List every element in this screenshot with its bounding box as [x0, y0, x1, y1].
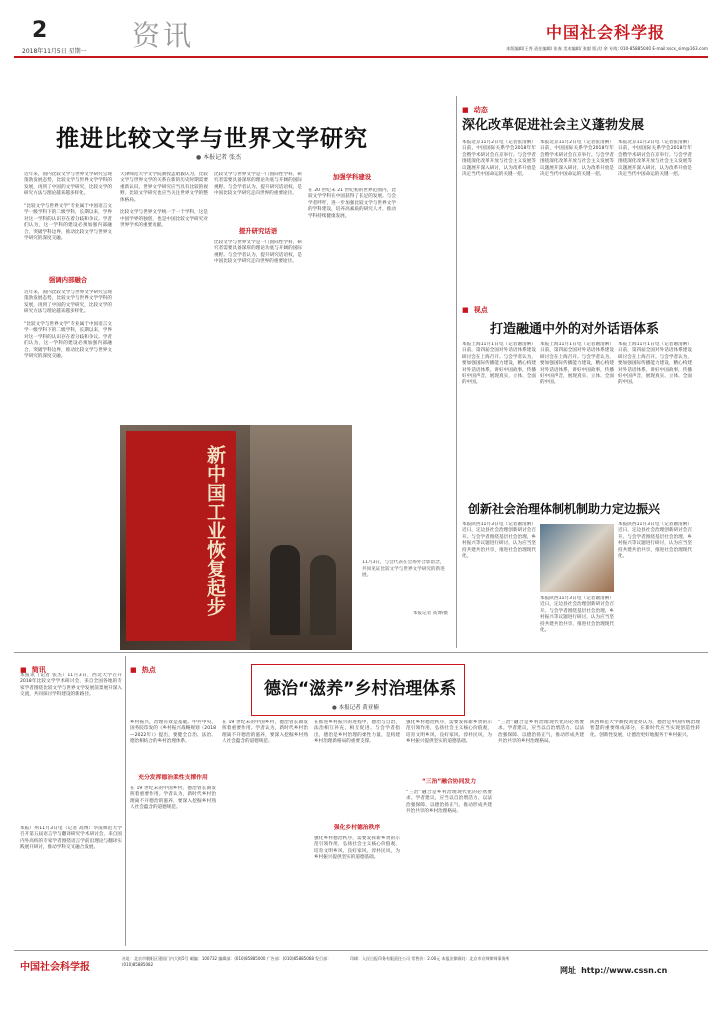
right-top-body-2: 本报北京11月2日电（记者张清俐）日前，中国国际关系学会2018年年会暨学术研讨会在京举行。与会学者围绕深化改革开放与社会主义发展等议题展开深入研讨，认为改革开放是决定当代中国命运的关键一招。: [540, 140, 614, 178]
lower-byline: [332, 703, 379, 711]
viewpoint-tag: 视点: [473, 306, 488, 314]
brief-divider: [125, 656, 126, 946]
lower-col6: 陕西师范大学教授刘金亮认为，德治是中国传统治理智慧的重要组成部分，在新时代应当实现创造性转化、创新性发展，让德治更好地服务于乡村振兴。: [590, 720, 700, 738]
right-bottom-photo: [540, 524, 614, 592]
lower-subhead-2: 强化乡村德治秩序: [333, 825, 381, 831]
right-mid-headline: 打造融通中外的对外话语体系: [490, 322, 660, 337]
lower-subhead-1: 充分发挥德治柔性支撑作用: [138, 775, 208, 781]
viewpoint-tag-icon: ■: [462, 306, 469, 314]
brief-item-1: 本报讯（记者 张杰）11月3日，西北大学召开2018年比较文学学术研讨会，来自全国各地的专家学者围绕比较文学与世界文学发展前景展开深入交流，共同探讨学科建设的新路径。: [20, 673, 122, 698]
right-mid-body-2: 本报上海11月1日电（记者谢清俐）日前，第四届全国对外话语体系建设研讨会在上海召开。与会学者认为，要加强国际传播能力建设，精心构建对外话语体系，讲好中国故事，传播好中国声音，展现真实、立体、全面的中国。: [540, 342, 614, 386]
lower-col3: 在推进乡村振兴的进程中，德治与自治、法治相互补充、相互促进。与会学者指出，德治是乡村治理的柔性力量，是构建乡村治理新格局的重要支撑。: [314, 720, 400, 745]
main-body-col1: 近年来，国内比较文学与世界文学研究呈现蓬勃发展态势，比较文学与世界文学学科的发展，再到了中国的文学研究，比较文学的研究方法与理论越来越多样化。 “比较文学与世界文学”专业属于中国语言文学一级学科下的二级学科，长期以来，学界对这一学科的认识存在着分歧和争议。学者们认为，这一学科的建设必须加强内部融合，突破学科边界，推动比较文学与世界文学研究的深度交融。: [24, 172, 112, 242]
photo-wall: [250, 425, 352, 650]
editor-line: 本版编辑/王秀 责任编辑/ 张春 美术编辑/ 张毅 版式/ 余 专线: 010-85885040 E-mail:sscx_sim@163.com: [506, 46, 708, 51]
byline-text: 本报记者 张杰: [203, 154, 242, 161]
photo-exhibit-sign: [126, 431, 236, 641]
footer-url-label: 网址: [560, 966, 576, 975]
footer-url-block: [560, 958, 667, 977]
column-divider: [456, 96, 457, 648]
photo-figure: [310, 555, 336, 635]
right-bottom-body-3: 本报陕西11月3日电（记者谢清俐）近日，定边县社会治理创新研讨会召开。与会学者围绕基层社会治理、乡村振兴等议题进行研讨，认为应当坚持共建共治共享，推进社会治理现代化。: [618, 522, 692, 560]
lower-byline-icon: ●: [332, 705, 337, 711]
issue-date: 2018年11月5日 星期一: [22, 48, 87, 55]
brief-item-2: 本报广州11月3日电（记者 高博）华南师范大学召开第五届语言学与翻译研究学术研讨会，来自国内外高校的专家学者围绕语言学前沿理论与翻译实践展开研讨，推动学科交叉融合发展。: [20, 826, 122, 851]
lower-col5: “三治”融合是乡村治理现代化的必然要求。学者建议，应当以自治增活力、以法治强保障、以德治扬正气，推动形成共建共治共享的乡村治理格局。: [498, 720, 584, 745]
lower-col4: 强化乡村德治秩序，需要发挥新乡贤的示范引领作用，弘扬社会主义核心价值观，培育文明乡风、良好家风、淳朴民风，为乡村振兴提供坚实的道德基础。: [406, 720, 492, 745]
lower-headline: 德治“滋养”乡村治理体系: [264, 679, 457, 699]
photo-sign-text: 新中国工业恢复起步: [204, 445, 226, 616]
brief-tag-icon: ■: [20, 666, 27, 674]
hot-tag: [130, 657, 156, 676]
main-body-col1b: 近年来，国内比较文学与世界文学研究呈现蓬勃发展态势，比较文学与世界文学学科的发展，再到了中国的文学研究，比较文学的研究方法与理论越来越多样化。 “比较文学与世界文学”专业属于中国语言文学一级学科下的二级学科，长期以来，学界对这一学科的认识存在着分歧和争议。学者们认为，这一学科的建设必须加强内部融合，突破学科边界，推动比较文学与世界文学研究的深度交融。: [24, 290, 112, 360]
main-subhead-2: 提升研究话语: [238, 227, 278, 235]
right-top-body-3: 本报北京11月2日电（记者张清俐）日前，中国国际关系学会2018年年会暨学术研讨会在京举行。与会学者围绕深化改革开放与社会主义发展等议题展开深入研讨，认为改革开放是决定当代中国命运的关键一招。: [618, 140, 692, 178]
lower-headline-box: [251, 664, 465, 716]
right-top-headline: 深化改革促进社会主义蓬勃发展: [462, 118, 645, 133]
main-headline: 推进比较文学与世界文学研究: [56, 126, 368, 152]
right-bottom-body-1: 本报陕西11月3日电（记者谢清俐）近日，定边县社会治理创新研讨会召开。与会学者围绕基层社会治理、乡村振兴等议题进行研讨，认为应当坚持共建共治共享，推进社会治理现代化。: [462, 522, 536, 560]
footer-logo: 中国社会科学报: [20, 962, 90, 973]
dynamic-tag: 动态: [473, 106, 488, 114]
photo-credit: 本报记者 高博/摄: [412, 611, 448, 616]
section-title: 资讯: [132, 19, 195, 52]
lower-col1: 乡村振兴，治理有效是基础。中共中央、国务院印发的《乡村振兴战略规划（2018—2022年）》提出，要健全自治、法治、德治相结合的乡村治理体系。: [130, 720, 216, 745]
header-rule: [14, 56, 708, 58]
brief-tag-label: 简讯: [31, 666, 46, 674]
main-byline: [196, 152, 241, 161]
page-number: 2: [32, 18, 48, 43]
photo-figure: [270, 545, 300, 635]
main-body-col3b: 比较文学与世界文学是一门国际性学科，研究者需要具备深厚的理论功底与开阔的国际视野。与会学者认为，提升研究话语权，是中国比较文学研究走向世界的重要途径。: [214, 240, 302, 265]
main-subhead-3: 加强学科建设: [332, 173, 372, 181]
lower-byline-text: 本报记者 黄亚楠: [338, 705, 379, 711]
right-mid-body-3: 本报上海11月1日电（记者谢清俐）日前，第四届全国对外话语体系建设研讨会在上海召开。与会学者认为，要加强国际传播能力建设，精心构建对外话语体系，讲好中国故事，传播好中国声音，展现真实、立体、全面的中国。: [618, 342, 692, 386]
main-body-col3a: 比较文学与世界文学是一门国际性学科，研究者需要具备深厚的理论功底与开阔的国际视野。与会学者认为，提升研究话语权，是中国比较文学研究走向世界的重要途径。: [214, 172, 302, 197]
right-top-body-1: 本报北京11月2日电（记者张清俐）日前，中国国际关系学会2018年年会暨学术研讨会在京举行。与会学者围绕深化改革开放与社会主义发展等议题展开深入研讨，认为改革开放是决定当代中国命运的关键一招。: [462, 140, 536, 178]
byline-star-icon: ●: [196, 154, 202, 161]
lower-col3b: 强化乡村德治秩序，需要发挥新乡贤的示范引领作用，弘扬社会主义核心价值观，培育文明乡风、良好家风、淳朴民风，为乡村振兴提供坚实的道德基础。: [314, 836, 400, 861]
lower-col4b: “三治”融合是乡村治理现代化的必然要求。学者建议，应当以自治增活力、以法治强保障、以德治扬正气，推动形成共建共治共享的乡村治理格局。: [406, 790, 492, 815]
main-subhead-1: 强调内部融合: [48, 276, 88, 284]
hot-tag-label: 热点: [141, 666, 156, 674]
main-body-col4: 在 20 世纪末 21 世纪初的世界范围内，比较文学学科在中国获得了长足的发展。与会学者呼吁，进一步加强比较文学与世界文学的学科建设，培养高素质的研究人才，推动学科持续健康发展。: [308, 188, 396, 219]
right-bottom-body-2: 本报陕西11月3日电（记者谢清俐）近日，定边县社会治理创新研讨会召开。与会学者围绕基层社会治理、乡村振兴等议题进行研讨，认为应当坚持共建共治共享，推进社会治理现代化。: [540, 596, 614, 634]
hot-tag-icon: ■: [130, 666, 137, 674]
footer-print-info: 印刷：人民日报印务有限责任公司 零售价：2.00元 本报法律顾问：北京市京师律师事务所: [350, 956, 510, 961]
main-photo: [120, 425, 352, 650]
right-bottom-headline: 创新社会治理体制机制助力定边振兴: [468, 502, 661, 516]
footer-url[interactable]: http://www.cssn.cn: [581, 966, 668, 975]
lower-col1b: 在 19 世纪末的中国乡村，德治曾长期发挥着重要作用。学者认为，新时代乡村治理离不开德治的滋养，要深入挖掘乡村熟人社会蕴含的道德规范。: [130, 786, 216, 811]
lower-rule: [14, 652, 708, 653]
footer-rule: [14, 950, 708, 951]
footer-office-info: 社址：北京市朝阳区建国门内大街5号 邮编：100732 编辑部：(010)85885000 广告部：(010)85885068 发行部：(010)85885082: [122, 956, 332, 967]
dynamic-tag-icon: ■: [462, 106, 469, 114]
right-mid-tag: [462, 297, 488, 316]
main-body-col2: 天津师范大学文学院教授孟昭毅认为，比较文学与世界文学的关系在新的历史时期需要重新认识，世界文学研究应当具有比较的视野，比较文学研究也应当关注世界文学的整体格局。 比较文学与世界文学统一于一个学科，这是中国学界的独创，也是中国比较文学研究对世界学术的重要贡献。: [120, 172, 208, 229]
right-mid-body-1: 本报上海11月1日电（记者谢清俐）日前，第四届全国对外话语体系建设研讨会在上海召开。与会学者认为，要加强国际传播能力建设，精心构建对外话语体系，讲好中国故事，传播好中国声音，展现真实、立体、全面的中国。: [462, 342, 536, 386]
page-header: [14, 14, 708, 84]
photo-caption: 11月3日，与会代表在会场外合影留念，共同见证比较文学与世界文学研究的新进展。: [362, 560, 445, 579]
lower-col2: 在 19 世纪末的中国乡村，德治曾长期发挥着重要作用。学者认为，新时代乡村治理离不开德治的滋养，要深入挖掘乡村熟人社会蕴含的道德规范。: [222, 720, 308, 745]
masthead-logo: 中国社会科学报: [546, 23, 666, 42]
lower-subhead-3: “三治”融合协同发力: [422, 779, 476, 785]
